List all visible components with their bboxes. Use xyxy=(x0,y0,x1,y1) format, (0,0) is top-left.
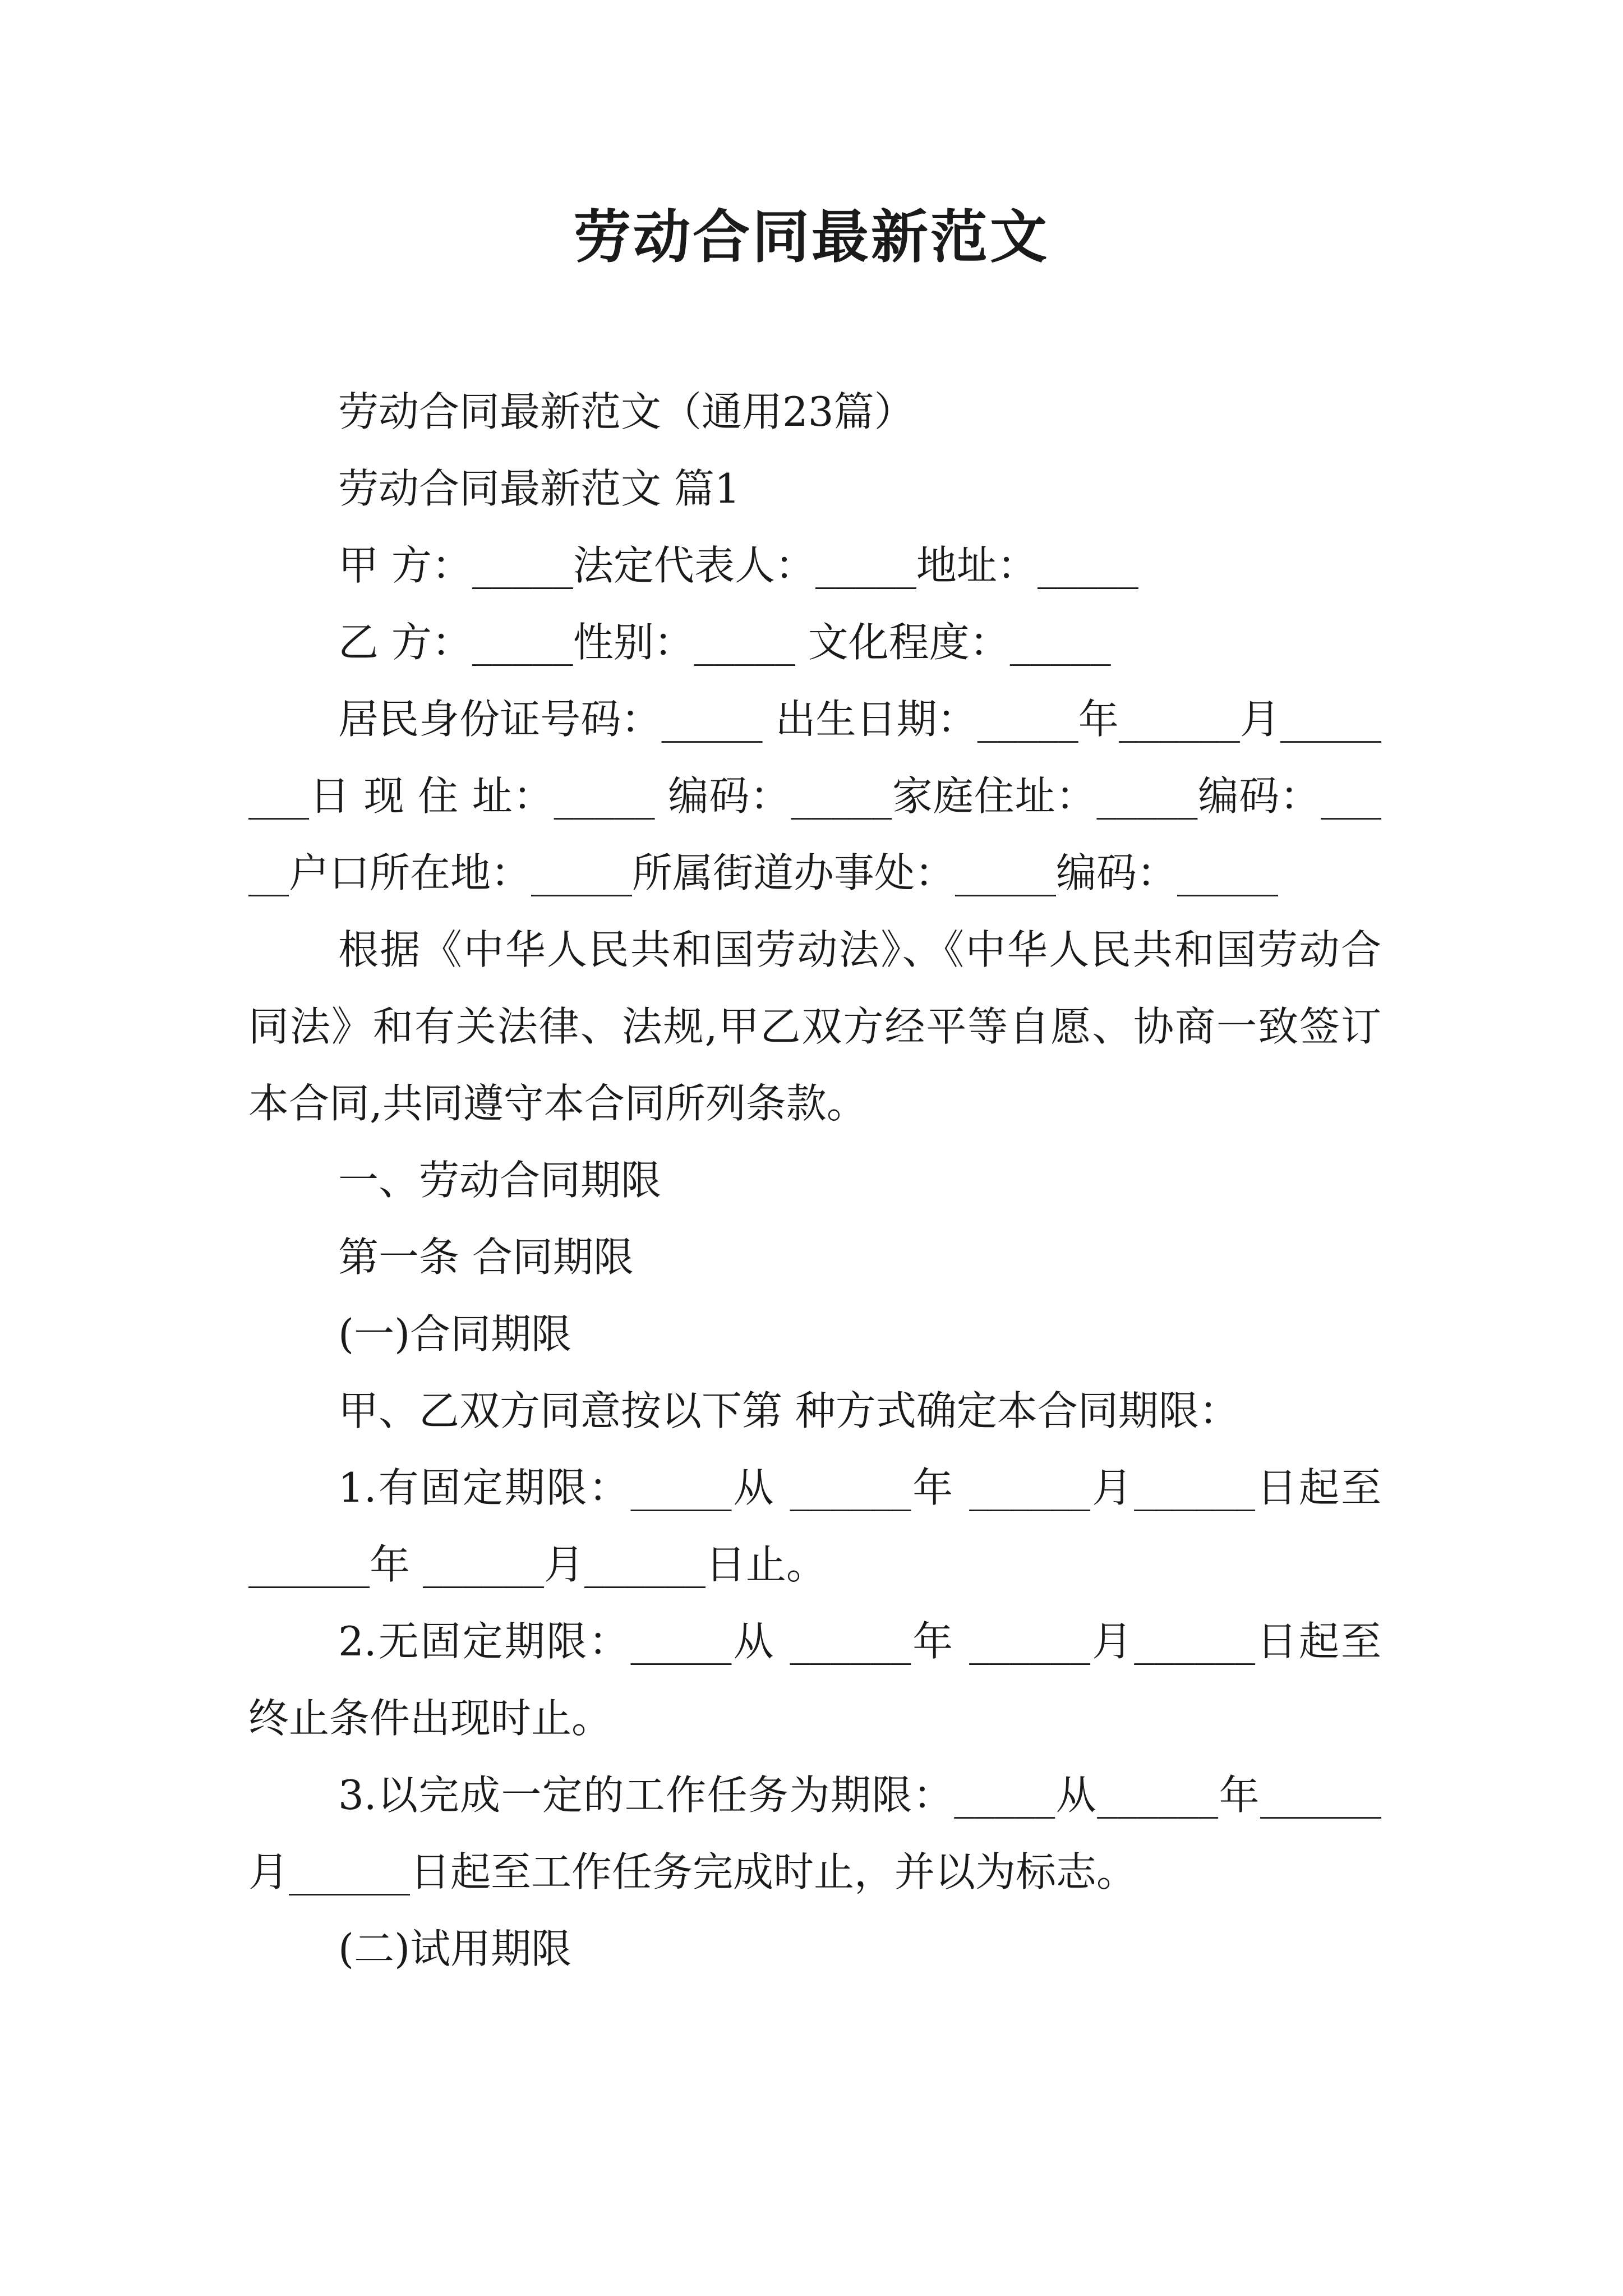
paragraph-party-a: 甲 方：_____法定代表人：_____地址：_____ xyxy=(338,542,1138,589)
paragraph-item-one: (一)合同期限 xyxy=(338,1310,572,1358)
document-title: 劳动合同最新范文 xyxy=(574,204,1049,271)
paragraph-agreement: 甲、乙双方同意按以下第 种方式确定本合同期限： xyxy=(338,1387,1239,1434)
paragraph-open-term: 2.无固定期限：_____从 ______年 ______月______日起至终止条件出现时止。 xyxy=(248,1618,1381,1742)
paragraph-chapter-one: 一、劳动合同期限 xyxy=(338,1157,662,1204)
paragraph-task-term: 3.以完成一定的工作任务为期限：_____从______年______月______日起至工作任务完成时止，并以为标志。 xyxy=(248,1772,1381,1895)
paragraph-subtitle: 劳动合同最新范文（通用23篇） xyxy=(338,388,915,435)
paragraph-article-one: 第一条 合同期限 xyxy=(338,1234,634,1281)
paragraph-preamble: 根据《中华人民共和国劳动法》、《中华人民共和国劳动合同法》和有关法律、法规,甲乙双方经平等自愿、协商一致签订本合同,共同遵守本合同所列条款。 xyxy=(248,926,1381,1127)
paragraph-section-heading: 劳动合同最新范文 篇1 xyxy=(338,465,740,512)
paragraph-personal-info: 居民身份证号码：_____ 出生日期：_____年______月________日 现 住 址：_____ 编码：_____家庭住址：_____编码：_____户口所在地：_____所属街道办事处：_____编码：_____ xyxy=(248,696,1381,896)
document-body xyxy=(248,374,1381,1987)
paragraph-fixed-term: 1.有固定期限：_____从 ______年 ______月______日起至 ______年 ______月______日止。 xyxy=(248,1464,1381,1588)
paragraph-party-b: 乙 方：_____性别：_____ 文化程度：_____ xyxy=(338,619,1111,666)
paragraph-item-two: (二)试用期限 xyxy=(338,1925,572,1972)
